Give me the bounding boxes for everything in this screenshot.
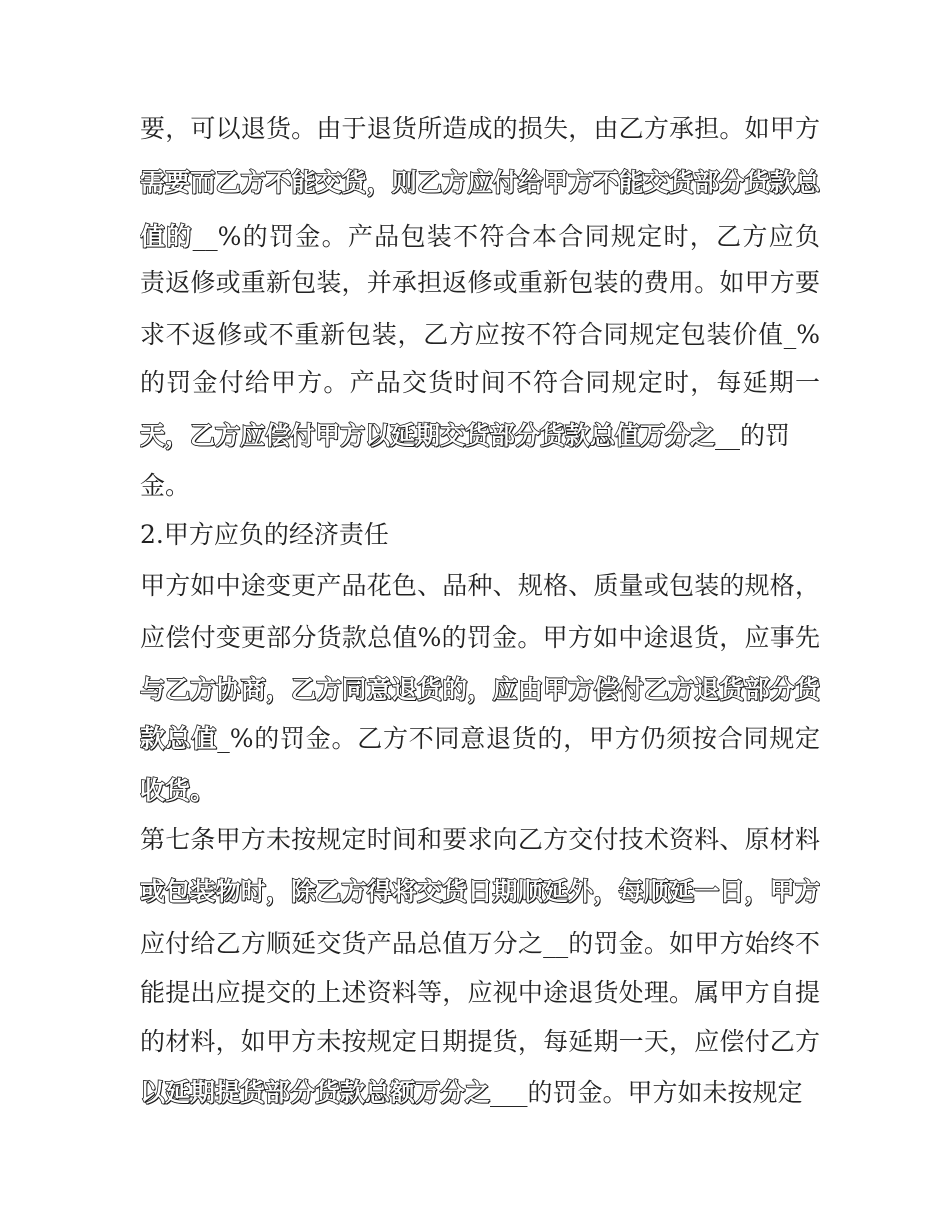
text-line-15 xyxy=(140,820,820,860)
line-text: 的罚金付给甲方。产品交货时间不符合同规定时，每延期一 xyxy=(140,368,820,397)
text-line-18 xyxy=(140,973,820,1013)
line-styled-text: 款总值 xyxy=(140,724,218,753)
section-heading xyxy=(140,515,820,555)
line-styled-text: 或包装物时，除乙方得将交货日期顺延外，每顺延一日，甲方 xyxy=(140,877,820,906)
line-text: 应偿付变更部分货款总值%的罚金。甲方如中途退货，应事先 xyxy=(140,623,820,652)
line-text: _%的罚金。乙方不同意退货的，甲方仍须按合同规定 xyxy=(217,724,820,753)
text-line-11 xyxy=(140,618,820,658)
line-text: 应付给乙方顺延交货产品总值万分之__的罚金。如甲方始终不 xyxy=(140,929,820,958)
heading-text: 2.甲方应负的经济责任 xyxy=(140,520,389,549)
text-line-10 xyxy=(140,566,820,606)
line-styled-text: 值的 xyxy=(140,222,193,251)
text-line-3 xyxy=(140,217,820,257)
text-line-7 xyxy=(140,416,820,456)
text-line-8 xyxy=(140,466,820,506)
line-text: 能提出应提交的上述资料等，应视中途退货处理。属甲方自提 xyxy=(140,978,820,1007)
text-line-16 xyxy=(140,872,820,912)
text-line-14 xyxy=(140,771,820,811)
text-line-20 xyxy=(140,1073,820,1113)
line-text: 的材料，如甲方未按规定日期提货，每延期一天，应偿付乙方 xyxy=(140,1027,820,1056)
line-styled-text: 天，乙方应偿付甲方以延期交货部分货款总值万分之 xyxy=(140,421,716,450)
line-text: 求不返修或不重新包装，乙方应按不符合同规定包装价值_% xyxy=(140,320,820,349)
text-line-12 xyxy=(140,670,820,710)
line-styled-text: 需要而乙方不能交货，则乙方应付给甲方不能交货部分货款总 xyxy=(140,168,820,197)
line-styled-text: 收货。 xyxy=(140,776,216,805)
text-line-1 xyxy=(140,109,820,149)
text-line-4 xyxy=(140,263,820,303)
text-line-13 xyxy=(140,719,820,759)
text-line-5 xyxy=(140,315,820,355)
line-text: 要，可以退货。由于退货所造成的损失，由乙方承担。如甲方 xyxy=(140,114,820,143)
line-styled-text: 与乙方协商，乙方同意退货的，应由甲方偿付乙方退货部分货 xyxy=(140,675,820,704)
line-text: 甲方如中途变更产品花色、品种、规格、质量或包装的规格， xyxy=(140,571,820,600)
line-text: 金。 xyxy=(140,471,191,500)
line-text: ___的罚金。甲方如未按规定 xyxy=(490,1078,803,1107)
line-styled-text: 以延期提货部分货款总额万分之 xyxy=(140,1078,491,1107)
text-line-2 xyxy=(140,163,820,203)
line-text: 第七条甲方未按规定时间和要求向乙方交付技术资料、原材料 xyxy=(140,825,820,854)
line-text: __%的罚金。产品包装不符合本合同规定时，乙方应负 xyxy=(192,222,820,251)
line-text: __的罚 xyxy=(715,421,791,450)
line-text: 责返修或重新包装，并承担返修或重新包装的费用。如甲方要 xyxy=(140,268,820,297)
text-line-17 xyxy=(140,924,820,964)
text-line-6 xyxy=(140,363,820,403)
text-line-19 xyxy=(140,1022,820,1062)
